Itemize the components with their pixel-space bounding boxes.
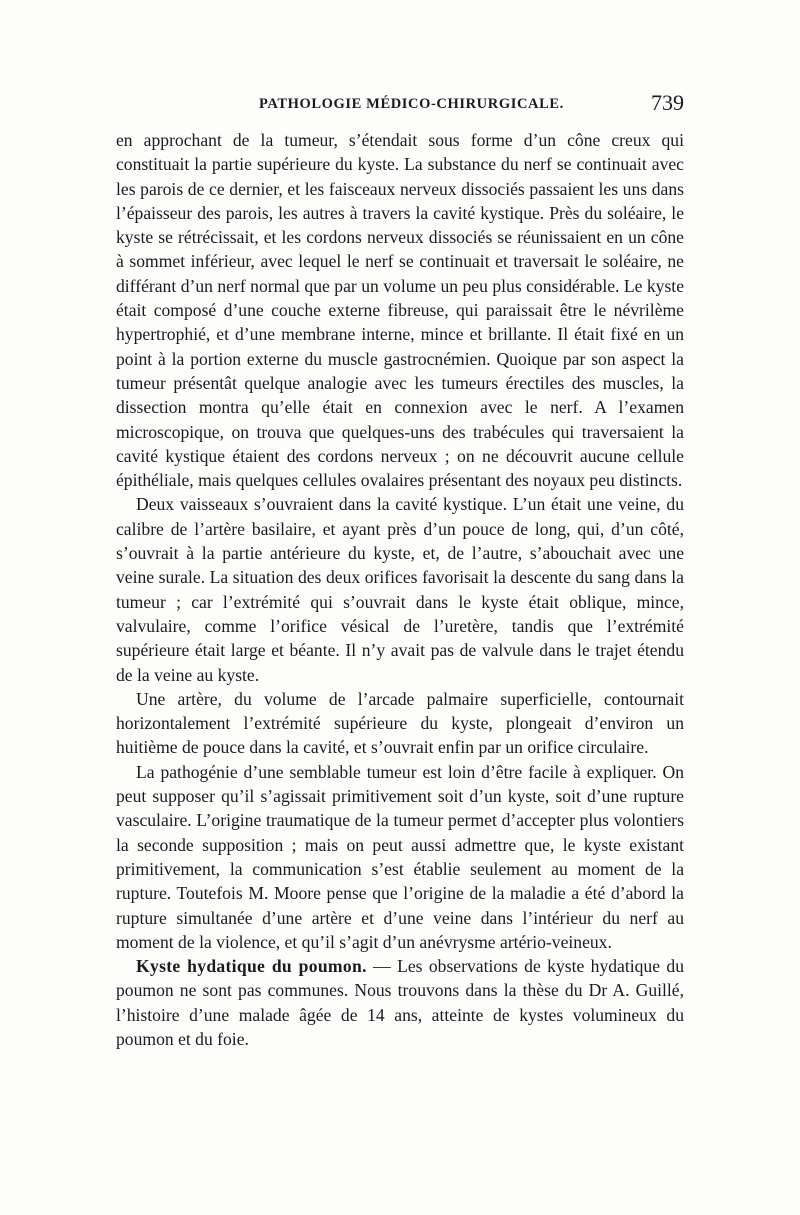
page-number: 739 <box>651 90 684 115</box>
paragraph-3 <box>116 687 684 760</box>
paragraph-5 <box>116 954 684 1051</box>
paragraph-4-text: La pathogénie d’une semblable tumeur est loin d’être facile à expliquer. On peut supposer qu’il s’agissait primitivement soit d’un kyste, soit d’une rupture vasculaire. L’origine traumatique de la tumeur permet d’accepter plus volontiers la seconde supposition ; mais on peut aussi admettre que, le kyste existant primitivement, la communication s’est établie seulement au moment de la rupture. Toutefois M. Moore pense que l’origine de la maladie a été d’abord la rupture simultanée d’une artère et d’une veine dans l’intérieur du nerf au moment de la violence, et qu’il s’agit d’un anévrysme artério-veineux. <box>116 761 684 952</box>
paragraph-1-text: en approchant de la tumeur, s’étendait sous forme d’un cône creux qui constituait la partie supérieure du kyste. La substance du nerf se continuait avec les parois de ce dernier, et les faisceaux nerveux dissociés passaient les uns dans l’épaisseur des parois, les autres à travers la cavité kystique. Près du soléaire, le kyste se rétrécissait, et les cordons nerveux dissociés se réunissaient en un cône à sommet inférieur, avec lequel le nerf se continuait et traversait le soléaire, ne différant d’un nerf normal que par un volume un peu plus considérable. Le kyste était composé d’une couche externe fibreuse, qui paraissait être le névrilème hypertrophié, et d’une membrane interne, mince et brillante. Il était fixé en un point à la portion externe du muscle gastrocnémien. Quoique par son aspect la tumeur présentât quelque analogie avec les tumeurs érectiles des muscles, la dissection montra qu’elle était en connexion avec le nerf. A l’examen microscopique, on trouva que quelques-uns des trabécules qui traversaient la cavité kystique étaient des cordons nerveux ; on ne découvrit aucune cellule épithéliale, mais quelques cellules ovalaires présentant des noyaux peu distincts. <box>116 130 684 491</box>
paragraph-4 <box>116 760 684 954</box>
page-header <box>116 92 684 122</box>
body-text <box>116 128 684 1051</box>
paragraph-5-text: — Les observations de kyste hydatique du poumon ne sont pas communes. Nous trouvons dans la thèse du Dr A. Guillé, l’histoire d’une malade âgée de 14 ans, atteinte de kystes volumineux du poumon et du foie. <box>116 956 684 1049</box>
running-head: PATHOLOGIE MÉDICO-CHIRURGICALE. <box>259 96 564 112</box>
paragraph-3-text: Une artère, du volume de l’arcade palmaire superficielle, contournait horizontalement l’extrémité supérieure du kyste, plongeait d’environ un huitième de pouce dans la cavité, et s’ouvrait enfin par un orifice circulaire. <box>116 688 684 758</box>
paragraph-2 <box>116 492 684 686</box>
section-heading: Kyste hydatique du poumon. <box>136 956 367 977</box>
paragraph-1 <box>116 128 684 492</box>
paragraph-2-text: Deux vaisseaux s’ouvraient dans la cavité kystique. L’un était une veine, du calibre de l’artère basilaire, et ayant près d’un pouce de long, qui, d’un côté, s’ouvrait à la partie antérieure du kyste, et, de l’autre, s’abouchait avec une veine surale. La situation des deux orifices favorisait la descente du sang dans la tumeur ; car l’extrémité qui s’ouvrait dans le kyste était oblique, mince, valvulaire, comme l’orifice vésical de l’uretère, tandis que l’extrémité supérieure était large et béante. Il n’y avait pas de valvule dans le trajet étendu de la veine au kyste. <box>116 494 684 685</box>
